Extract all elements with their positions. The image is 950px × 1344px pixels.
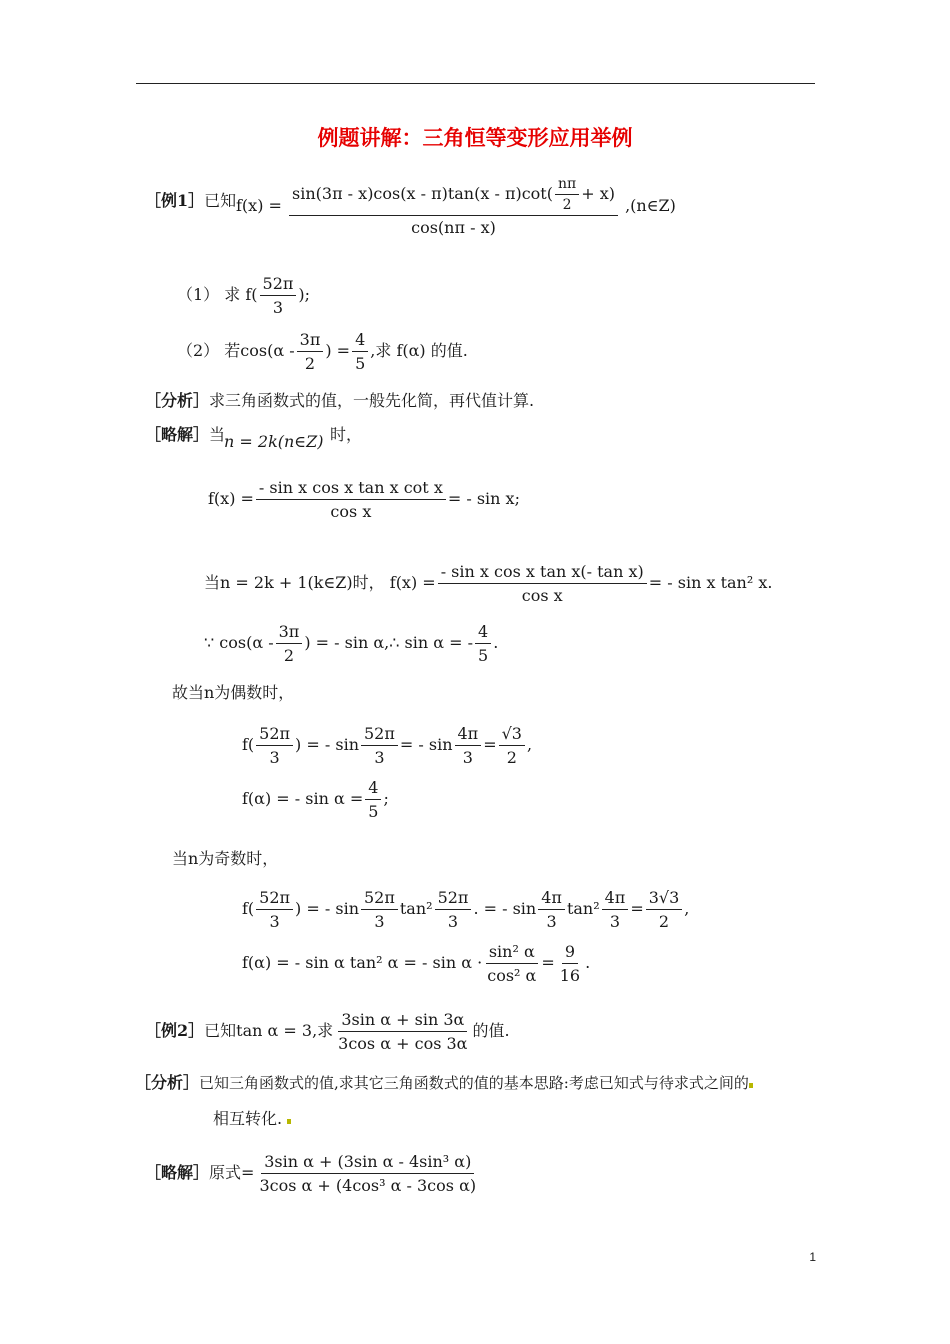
condition-1: n = 2k(n∈Z): [224, 432, 324, 451]
even-equation-2: [242, 778, 389, 821]
eq1-lhs: f(x) =: [208, 489, 254, 508]
eq2-lhs: f(x) =: [389, 573, 436, 592]
even2-b: ;: [383, 789, 389, 808]
question-1: [177, 274, 310, 317]
example-1-intro: [145, 188, 236, 211]
even1-d: =: [483, 735, 497, 754]
eq2-rhs: = - sin x tan² x.: [648, 573, 773, 592]
odd-equation-1: [242, 888, 689, 931]
question-1-fraction: [260, 274, 297, 317]
odd1-d: . = - sin: [473, 899, 537, 918]
eq3-fn: 3π: [276, 622, 303, 644]
odd1-f2d: 3: [374, 912, 385, 931]
solution-text: 当: [209, 425, 226, 444]
example-2-analysis-line-2: [213, 1106, 291, 1129]
odd1-frac6: [646, 888, 683, 931]
even1-e: ,: [526, 735, 533, 754]
eq1-fraction: [256, 478, 446, 521]
example-2: [145, 1010, 510, 1053]
even1-f4n: √3: [499, 724, 525, 746]
formula-denominator: cos(nπ - x): [411, 218, 496, 237]
even-case-text: 故当n为偶数时，: [172, 683, 295, 702]
ex2-analysis-label: ［分析］: [135, 1073, 200, 1092]
eq3-a: ∵ cos(α -: [204, 633, 274, 652]
eq3-fraction-2: [475, 622, 491, 665]
even1-f3n: 4π: [455, 724, 482, 746]
even2-a: f(α) = - sin α =: [242, 789, 364, 808]
formula-numerator: [289, 176, 618, 216]
odd1-f: =: [630, 899, 644, 918]
eq2-num: - sin x cos x tan x(- tan x): [438, 562, 647, 584]
example-1-formula: [236, 176, 676, 237]
eq3-fraction: [276, 622, 303, 665]
ex2-sol-num: 3sin α + (3sin α - 4sin³ α): [261, 1152, 474, 1174]
even1-f2d: 3: [374, 748, 385, 767]
even1-f1d: 3: [269, 748, 280, 767]
odd1-b: ) = - sin: [295, 899, 359, 918]
example-1-lead: 已知: [204, 191, 237, 210]
eq1-num: - sin x cos x tan x cot x: [256, 478, 446, 500]
q2-frac-num: 3π: [297, 330, 324, 352]
inner-frac-den: 2: [562, 197, 572, 213]
even1-frac1: [256, 724, 293, 767]
formula-lhs: f(x) =: [236, 196, 282, 215]
formula-inner-fraction: [555, 176, 579, 213]
solution-label: ［略解］: [145, 425, 210, 444]
formula-main-fraction: [289, 176, 618, 237]
odd1-c: tan²: [399, 899, 433, 918]
odd1-frac1: [256, 888, 293, 931]
even1-frac2: [361, 724, 398, 767]
even2-fn: 4: [365, 778, 381, 800]
q1-frac-den: 3: [272, 298, 284, 317]
ex2-frac-num: 3sin α + sin 3α: [338, 1010, 467, 1032]
odd-text: 当n为奇数时，: [172, 849, 279, 868]
odd2-f2n: 9: [562, 942, 578, 964]
question-2: [177, 330, 468, 373]
question-2-fraction: [297, 330, 324, 373]
eq1-den: cos x: [330, 502, 372, 521]
q2-frac-den: 2: [304, 354, 316, 373]
formula-condition: ,(n∈Z): [625, 196, 676, 215]
edit-mark-2: [287, 1119, 291, 1124]
even1-f1n: 52π: [256, 724, 293, 746]
q2-frac2-num: 4: [352, 330, 368, 352]
odd1-f5n: 4π: [602, 888, 629, 910]
question-2-tail: ,求 f(α) 的值.: [370, 341, 468, 360]
eq1-rhs: = - sin x;: [447, 489, 520, 508]
edit-mark: [749, 1083, 753, 1088]
example-1-label: ［例1］: [145, 191, 205, 210]
odd1-f1d: 3: [269, 912, 280, 931]
eq2-fraction: [438, 562, 647, 605]
question-1-label: （1）: [177, 285, 220, 304]
odd1-frac2: [361, 888, 398, 931]
odd1-f1n: 52π: [256, 888, 293, 910]
even1-frac4: [499, 724, 525, 767]
even2-fd: 5: [368, 802, 379, 821]
example-2-tail: 的值.: [472, 1021, 510, 1040]
question-2-mid: ) =: [325, 341, 351, 360]
question-2-fraction-2: [352, 330, 368, 373]
odd-case-text: [172, 846, 278, 869]
odd1-frac4: [538, 888, 565, 931]
odd2-frac: [484, 942, 539, 985]
q2-frac2-den: 5: [355, 354, 366, 373]
header-rule: [136, 83, 815, 84]
eq3-b: ) = - sin α,∴ sin α = -: [304, 633, 474, 652]
even1-f4d: 2: [506, 748, 517, 767]
equation-3: [204, 622, 498, 665]
question-2-text: 若cos(α -: [224, 341, 295, 360]
eq2-lead: 当n = 2k + 1(k∈Z)时，: [204, 573, 385, 592]
example-2-text: 已知tan α = 3,求: [204, 1021, 334, 1040]
odd-equation-2: [242, 942, 590, 985]
odd1-f2n: 52π: [361, 888, 398, 910]
odd1-f5d: 3: [609, 912, 621, 931]
ex2-analysis-text-2: 相互转化.: [213, 1109, 283, 1128]
analysis-text: 求三角函数式的值，一般先化简，再代值计算.: [209, 391, 535, 410]
odd1-frac5: [602, 888, 629, 931]
odd2-c: .: [585, 953, 591, 972]
odd2-f2d: 16: [559, 966, 581, 985]
odd1-e: tan²: [566, 899, 600, 918]
analysis-label: ［分析］: [145, 391, 210, 410]
odd1-f4n: 4π: [538, 888, 565, 910]
question-1-tail: );: [298, 285, 311, 304]
ex2-frac-den: 3cos α + cos 3α: [338, 1034, 468, 1053]
even1-a: f(: [242, 735, 255, 754]
even1-frac3: [455, 724, 482, 767]
page-number: 1: [809, 1250, 816, 1264]
inner-frac-num: nπ: [555, 176, 579, 195]
question-1-text: 求 f(: [224, 285, 258, 304]
example-2-label: ［例2］: [145, 1021, 205, 1040]
equation-2: [204, 562, 772, 605]
odd2-b: =: [541, 953, 555, 972]
page-title: 例题讲解：三角恒等变形应用举例: [317, 126, 633, 150]
ex2-sol-den: 3cos α + (4cos³ α - 3cos α): [259, 1176, 477, 1195]
equation-1: [208, 478, 520, 521]
odd1-f6n: 3√3: [646, 888, 683, 910]
eq2-den: cos x: [521, 586, 563, 605]
eq3-f2n: 4: [475, 622, 491, 644]
ex2-analysis-text: 已知三角函数式的值,求其它三角函数式的值的基本思路:考虑已知式与待求式之间的: [199, 1074, 749, 1092]
odd1-f3d: 3: [447, 912, 459, 931]
odd2-a: f(α) = - sin α tan² α = - sin α ·: [242, 953, 483, 972]
solution-condition-1-tail: 时，: [330, 425, 363, 444]
odd1-f6d: 2: [658, 912, 670, 931]
odd2-frac2: [557, 942, 583, 985]
formula-numerator-main: sin(3π - x)cos(x - π)tan(x - π)cot(: [292, 184, 553, 203]
odd2-fd: cos² α: [487, 966, 537, 985]
example-1-analysis: [145, 388, 534, 411]
even-equation-1: [242, 724, 532, 767]
question-2-label: （2）: [177, 341, 220, 360]
odd2-fn: sin² α: [486, 942, 538, 964]
ex2-solution-fraction: [256, 1152, 479, 1195]
even1-f2n: 52π: [361, 724, 398, 746]
solution-condition-1: [224, 432, 324, 451]
odd1-frac3: [435, 888, 472, 931]
ex2-solution-text: 原式=: [209, 1163, 255, 1182]
eq3-fd: 2: [283, 646, 295, 665]
even1-b: ) = - sin: [295, 735, 359, 754]
example-1-solution-intro: [145, 422, 225, 445]
eq3-f2d: 5: [478, 646, 489, 665]
example-2-fraction: [335, 1010, 470, 1053]
even2-frac: [365, 778, 381, 821]
odd1-g: ,: [684, 899, 690, 918]
even1-f3d: 3: [462, 748, 473, 767]
even1-c: = - sin: [399, 735, 453, 754]
example-2-analysis: [135, 1070, 753, 1093]
odd1-f4d: 3: [546, 912, 557, 931]
ex2-solution-label: ［略解］: [145, 1163, 210, 1182]
eq3-c: .: [493, 633, 499, 652]
q1-frac-num: 52π: [260, 274, 297, 296]
odd1-f3n: 52π: [435, 888, 472, 910]
example-2-solution: [145, 1152, 481, 1195]
odd1-a: f(: [242, 899, 255, 918]
formula-numerator-tail: + x): [581, 184, 615, 203]
